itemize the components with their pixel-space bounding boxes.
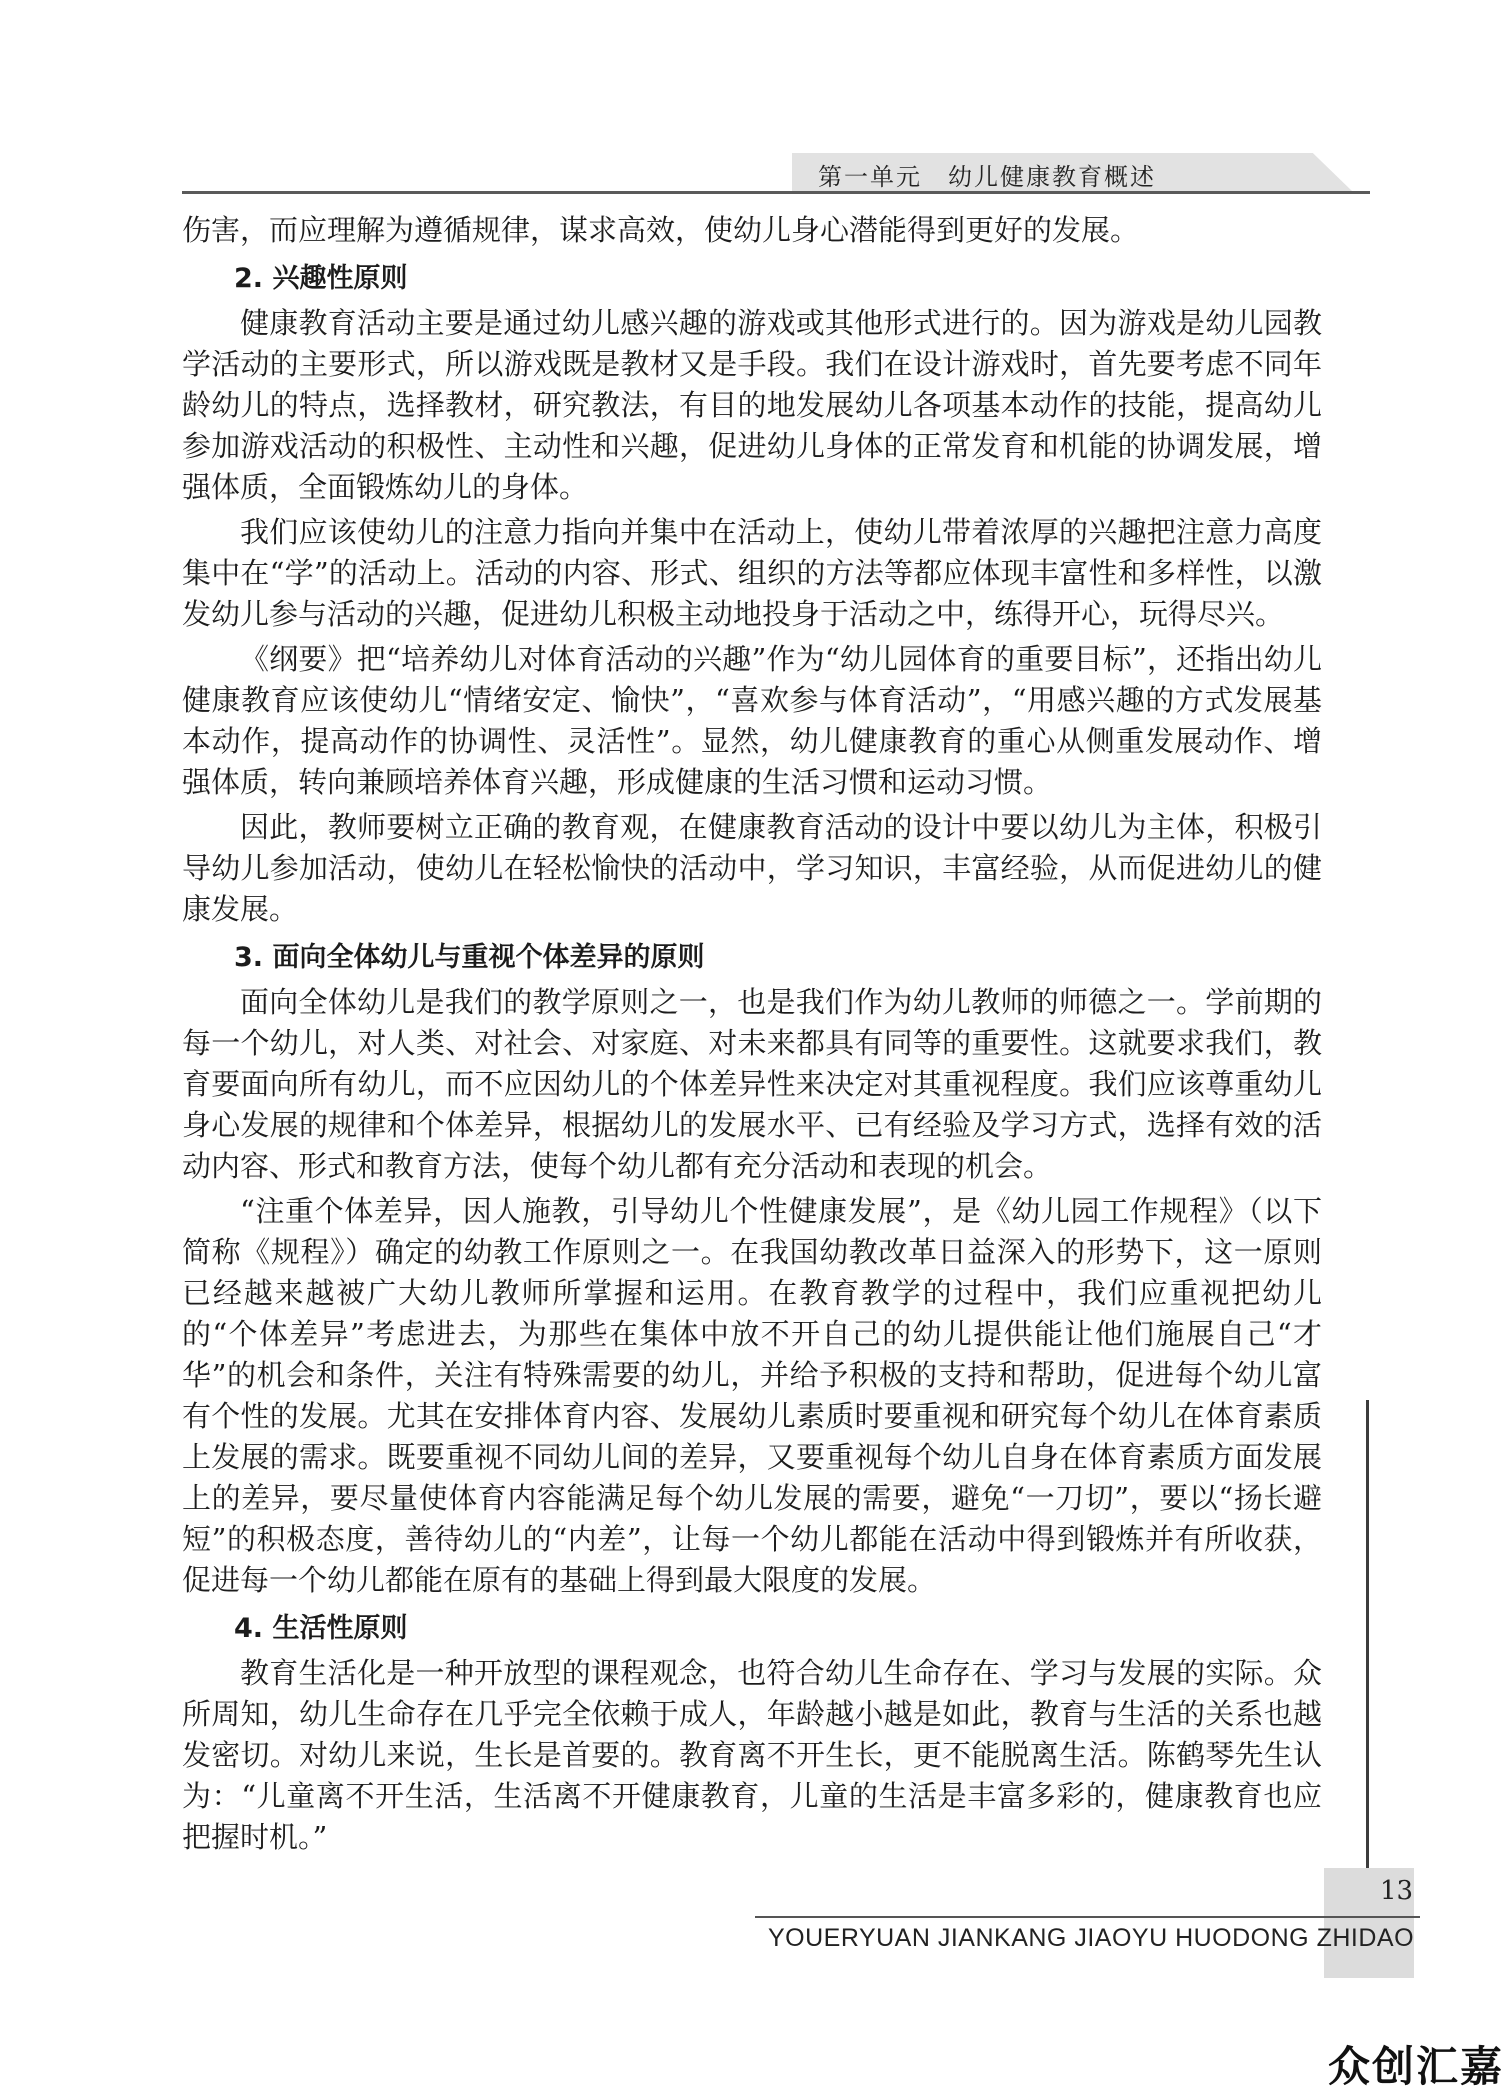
header-rule [182, 191, 1370, 194]
running-header: 第一单元 幼儿健康教育概述 [818, 163, 1156, 191]
paragraph: “注重个体差异，因人施教，引导幼儿个性健康发展”，是《幼儿园工作规程》（以下简称《规程》）确定的幼教工作原则之一。在我国幼教改革日益深入的形势下，这一原则已经越来越被广大幼儿教师所掌握和运用。在教育教学的过程中，我们应重视把幼儿的“个体差异”考虑进去，为那些在集体中放不开自己的幼儿提供能让他们施展自己“才华”的机会和条件，关注有特殊需要的幼儿，并给予积极的支持和帮助，促进每个幼儿富有个性的发展。尤其在安排体育内容、发展幼儿素质时要重视和研究每个幼儿在体育素质上发展的需求。既要重视不同幼儿间的差异，又要重视每个幼儿自身在体育素质方面发展上的差异，要尽量使体育内容能满足每个幼儿发展的需要，避免“一刀切”，要以“扬长避短”的积极态度，善待幼儿的“内差”，让每一个幼儿都能在活动中得到锻炼并有所收获，促进每一个幼儿都能在原有的基础上得到最大限度的发展。 [182, 1194, 1322, 1597]
section-heading-interest: 2. 兴趣性原则 [234, 263, 408, 294]
running-footer: YOUERYUAN JIANKANG JIAOYU HUODONG ZHIDAO [768, 1924, 1415, 1952]
page-number: 13 [1380, 1876, 1414, 1906]
paragraph: 教育生活化是一种开放型的课程观念，也符合幼儿生命存在、学习与发展的实际。众所周知，幼儿生命存在几乎完全依赖于成人，年龄越小越是如此，教育与生活的关系也越发密切。对幼儿来说，生长是首要的。教育离不开生长，更不能脱离生活。陈鹤琴先生认为：“儿童离不开生活，生活离不开健康教育，儿童的生活是丰富多彩的，健康教育也应把握时机。” [182, 1656, 1322, 1854]
paragraph: 面向全体幼儿是我们的教学原则之一，也是我们作为幼儿教师的师德之一。学前期的每一个幼儿，对人类、对社会、对家庭、对未来都具有同等的重要性。这就要求我们，教育要面向所有幼儿，而不应因幼儿的个体差异性来决定对其重视程度。我们应该尊重幼儿身心发展的规律和个体差异，根据幼儿的发展水平、已有经验及学习方式，选择有效的活动内容、形式和教育方法，使每个幼儿都有充分活动和表现的机会。 [182, 985, 1322, 1183]
watermark-logo: 众创汇嘉 [1328, 2042, 1504, 2091]
paragraph: 因此，教师要树立正确的教育观，在健康教育活动的设计中要以幼儿为主体，积极引导幼儿参加活动，使幼儿在轻松愉快的活动中，学习知识，丰富经验，从而促进幼儿的健康发展。 [182, 810, 1322, 926]
paragraph-continued: 伤害，而应理解为遵循规律，谋求高效，使幼儿身心潜能得到更好的发展。 [182, 213, 1140, 247]
paragraph: 我们应该使幼儿的注意力指向并集中在活动上，使幼儿带着浓厚的兴趣把注意力高度集中在“学”的活动上。活动的内容、形式、组织的方法等都应体现丰富性和多样性，以激发幼儿参与活动的兴趣，促进幼儿积极主动地投身于活动之中，练得开心，玩得尽兴。 [182, 515, 1322, 631]
section-heading-individual-differences: 3. 面向全体幼儿与重视个体差异的原则 [234, 942, 705, 973]
paragraph: 《纲要》把“培养幼儿对体育活动的兴趣”作为“幼儿园体育的重要目标”，还指出幼儿健康教育应该使幼儿“情绪安定、愉快”，“喜欢参与体育活动”，“用感兴趣的方式发展基本动作，提高动作的协调性、灵活性”。显然，幼儿健康教育的重心从侧重发展动作、增强体质，转向兼顾培养体育兴趣，形成健康的生活习惯和运动习惯。 [182, 642, 1322, 799]
paragraph: 健康教育活动主要是通过幼儿感兴趣的游戏或其他形式进行的。因为游戏是幼儿园教学活动的主要形式，所以游戏既是教材又是手段。我们在设计游戏时，首先要考虑不同年龄幼儿的特点，选择教材，研究教法，有目的地发展幼儿各项基本动作的技能，提高幼儿参加游戏活动的积极性、主动性和兴趣，促进幼儿身体的正常发育和机能的协调发展，增强体质，全面锻炼幼儿的身体。 [182, 306, 1322, 504]
footer-rule [755, 1916, 1420, 1918]
page-body [182, 210, 1322, 1862]
section-heading-life: 4. 生活性原则 [234, 1613, 408, 1644]
